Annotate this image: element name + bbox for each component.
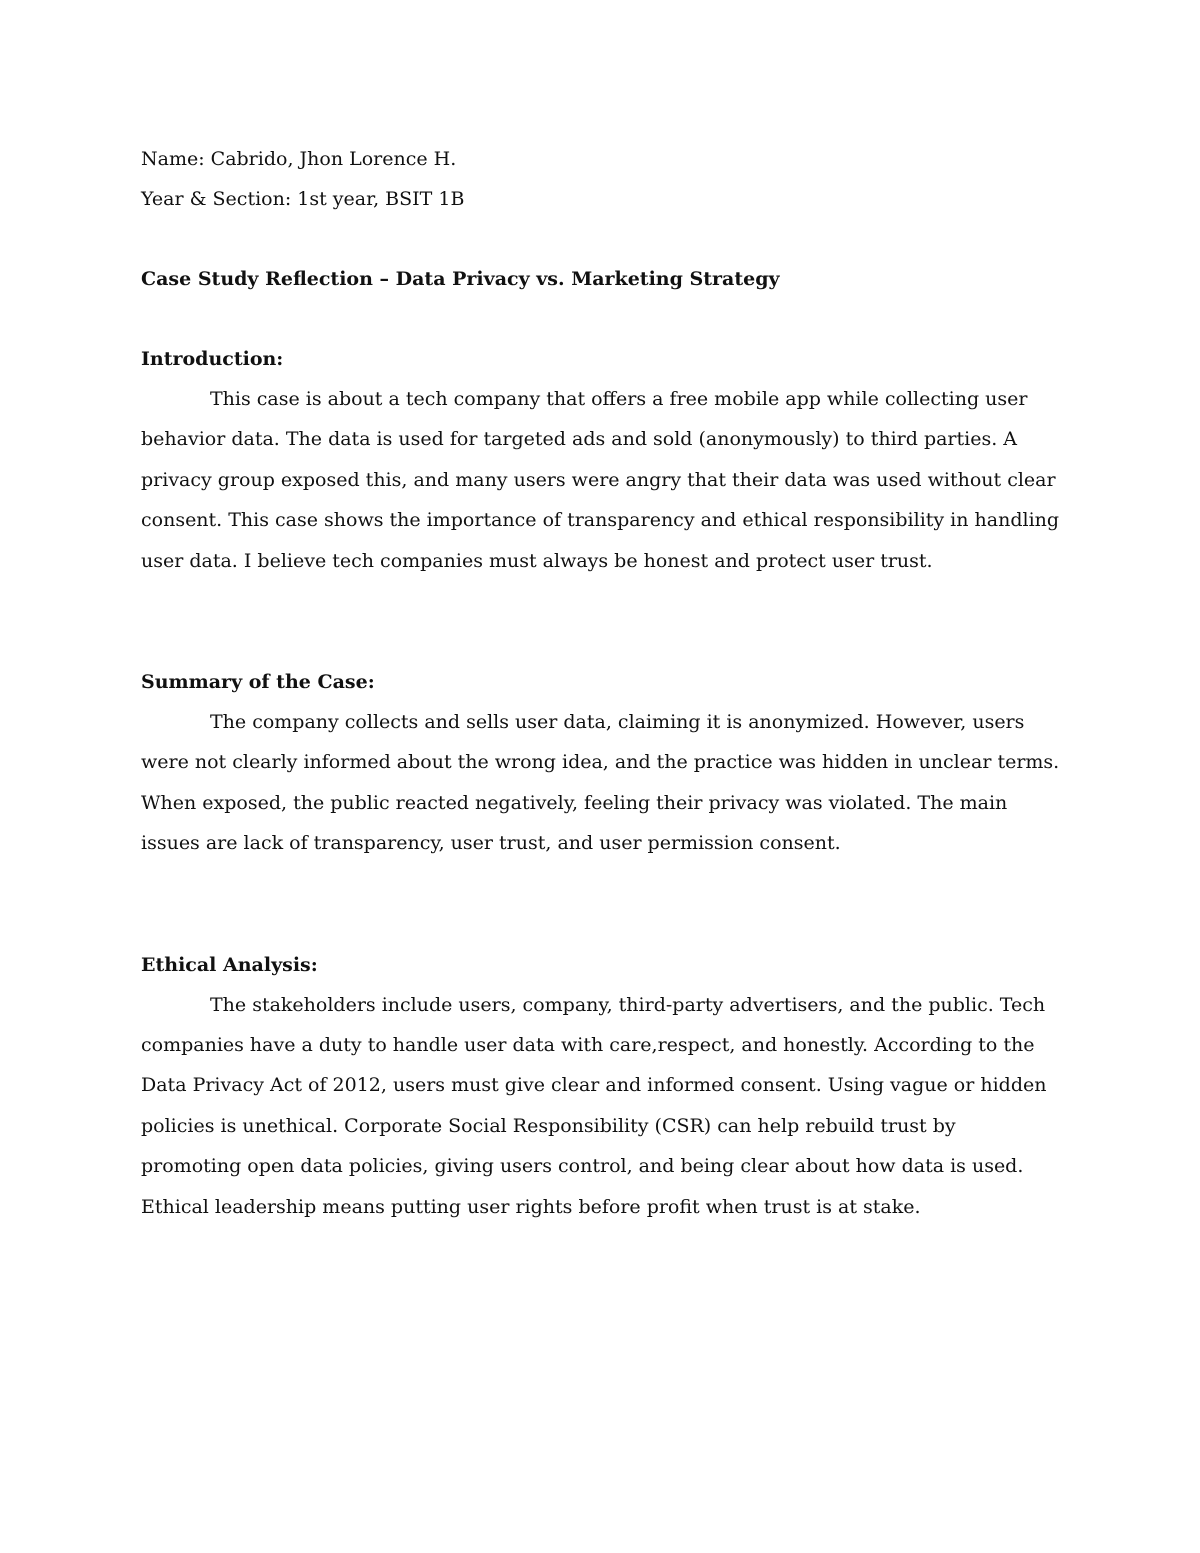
spacer [141,299,1061,339]
student-name: Name: Cabrido, Jhon Lorence H. [141,148,457,170]
document-content [141,139,1061,1227]
spacer [141,219,1061,259]
section-body: The company collects and sells user data, claiming it is anonymized. However, users were not clearly informed about the wrong idea, and the practice was hidden in unclear terms. When exposed, the public reacted negatively, feeling their privacy was violated. The main issues are lack of transparency, user trust, and user permission consent. [141,711,1060,855]
section-body: The stakeholders include users, company, third-party advertisers, and the public. Tech companies have a duty to handle user data with care,respect, and honestly. According to the Data Privacy Act of 2012, users must give clear and informed consent. Using vague or hidden policies is unethical. Corporate Social Responsibility (CSR) can help rebuild trust by promoting open data policies, giving users control, and being clear about how data is used. Ethical leadership means putting user rights before profit when trust is at stake. [141,993,1047,1218]
section-summary [141,662,1061,864]
section-heading: Ethical Analysis: [141,953,318,976]
year-section: Year & Section: 1st year, BSIT 1B [141,188,465,210]
spacer [141,581,1061,662]
spacer [141,864,1061,945]
section-heading: Introduction: [141,348,284,370]
section-ethical-analysis [141,945,1061,1227]
section-body: This case is about a tech company that offers a free mobile app while collecting user behavior data. The data is used for targeted ads and sold (anonymously) to third parties. A privacy group exposed this, and many users were angry that their data was used without clear consent. This case shows the importance of transparency and ethical responsibility in handling user data. I believe tech companies must always be honest and protect user trust. [141,388,1060,572]
section-heading: Summary of the Case: [141,671,375,694]
section-introduction [141,339,1061,581]
document-title: Case Study Reflection – Data Privacy vs. Marketing Strategy [141,268,780,290]
